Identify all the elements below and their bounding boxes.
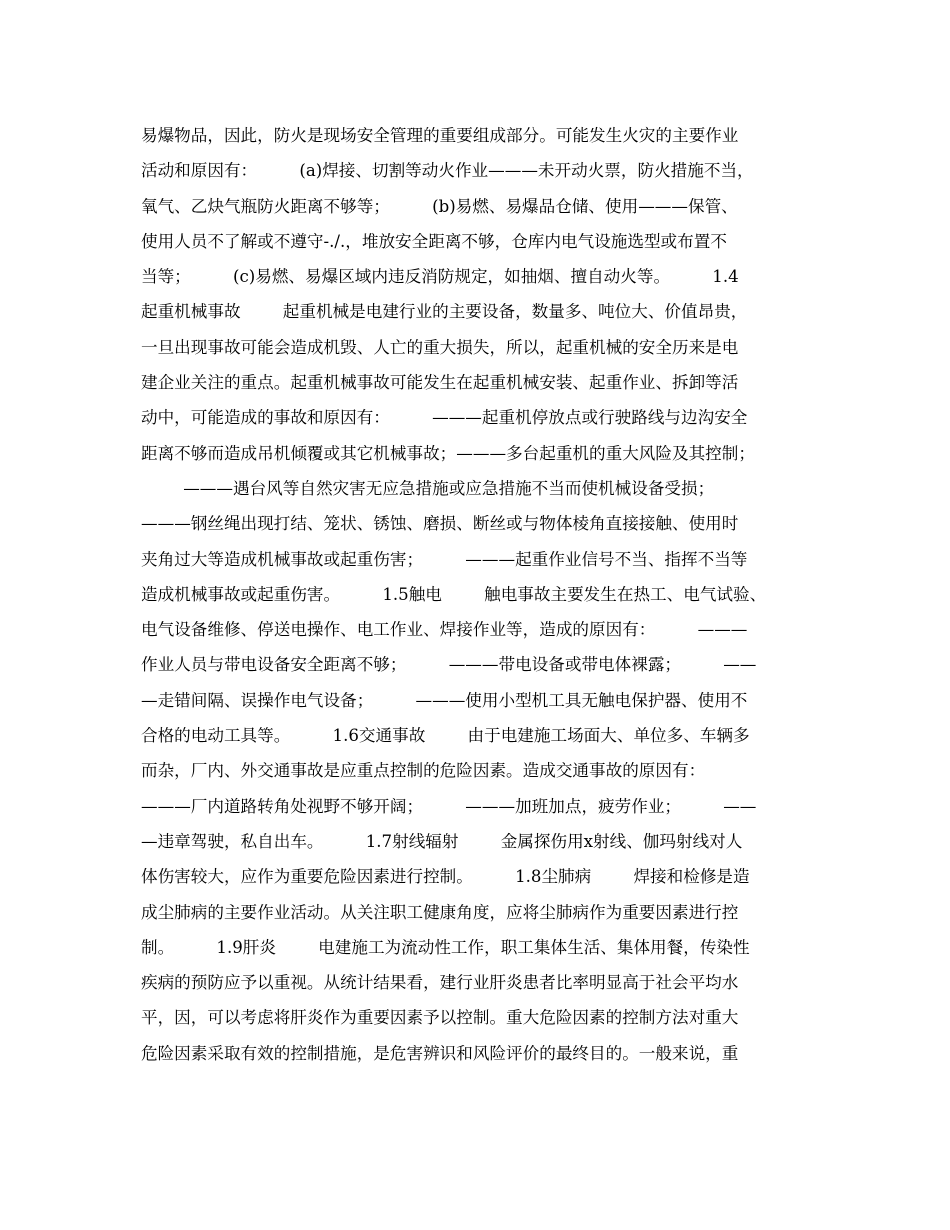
text-line: —走错间隔、误操作电气设备； ———使用小型机工具无触电保护器、使用不: [141, 690, 748, 710]
text-line: 氧气、乙炔气瓶防火距离不够等； (b)易燃、易爆品仓储、使用———保管、: [141, 196, 738, 216]
text-line: 作业人员与带电设备安全距离不够； ———带电设备或带电体裸露； ——: [141, 655, 757, 675]
text-line: ———厂内道路转角处视野不够开阔； ———加班加点，疲劳作业； ——: [141, 796, 757, 816]
text-line: 电气设备维修、停送电操作、电工作业、焊接作业等，造成的原因有： ———: [141, 620, 748, 640]
text-line: 平，因，可以考虑将肝炎作为重要因素予以控制。重大危险因素的控制方法对重大: [141, 1008, 739, 1028]
text-line: 合格的电动工具等。 1.6交通事故 由于电建施工场面大、单位多、车辆多: [141, 726, 750, 746]
text-line: 动中，可能造成的事故和原因有： ———起重机停放点或行驶路线与边沟安全: [141, 408, 748, 428]
text-line: 当等； (c)易燃、易爆区域内违反消防规定，如抽烟、擅自动火等。 1.4: [141, 267, 739, 287]
text-line: 起重机械事故 起重机械是电建行业的主要设备，数量多、吨位大、价值昂贵，: [141, 302, 748, 322]
body-text: [141, 118, 821, 1071]
text-line: 活动和原因有： (a)焊接、切割等动火作业———未开动火票，防火措施不当，: [141, 161, 754, 181]
text-line: ———钢丝绳出现打结、笼状、锈蚀、磨损、断丝或与物体棱角直接接触、使用时: [141, 514, 739, 534]
text-line: 危险因素采取有效的控制措施，是危害辨识和风险评价的最终目的。一般来说，重: [141, 1043, 739, 1063]
text-line: 造成机械事故或起重伤害。 1.5触电 触电事故主要发生在热工、电气试验、: [141, 584, 767, 604]
text-line: 一旦出现事故可能会造成机毁、人亡的重大损失，所以，起重机械的安全历来是电: [141, 337, 739, 357]
text-line: 使用人员不了解或不遵守-./.，堆放安全距离不够，仓库内电气设施选型或布置不: [141, 231, 727, 251]
text-line: ———遇台风等自然灾害无应急措施或应急措施不当而使机械设备受损；: [141, 478, 715, 498]
text-line: —违章驾驶，私自出车。 1.7射线辐射 金属探伤用x射线、伽玛射线对人: [141, 831, 743, 851]
text-line: 建企业关注的重点。起重机械事故可能发生在起重机械安装、起重作业、拆卸等活: [141, 373, 739, 393]
text-line: 夹角过大等造成机械事故或起重伤害； ———起重作业信号不当、指挥不当等: [141, 549, 748, 569]
text-line: 易爆物品，因此，防火是现场安全管理的重要组成部分。可能发生火灾的主要作业: [141, 126, 739, 145]
text-line: 而杂，厂内、外交通事故是应重点控制的危险因素。造成交通事故的原因有：: [141, 761, 706, 781]
text-line: 成尘肺病的主要作业活动。从关注职工健康角度，应将尘肺病作为重要因素进行控: [141, 902, 739, 922]
text-line: 体伤害较大，应作为重要危险因素进行控制。 1.8尘肺病 焊接和检修是造: [141, 867, 750, 887]
text-line: 疾病的预防应予以重视。从统计结果看，建行业肝炎患者比率明显高于社会平均水: [141, 973, 739, 993]
text-line: 距离不够而造成吊机倾覆或其它机械事故；———多台起重机的重大风险及其控制；: [141, 443, 755, 463]
text-line: 制。 1.9肝炎 电建施工为流动性工作，职工集体生活、集体用餐，传染性: [141, 937, 750, 957]
